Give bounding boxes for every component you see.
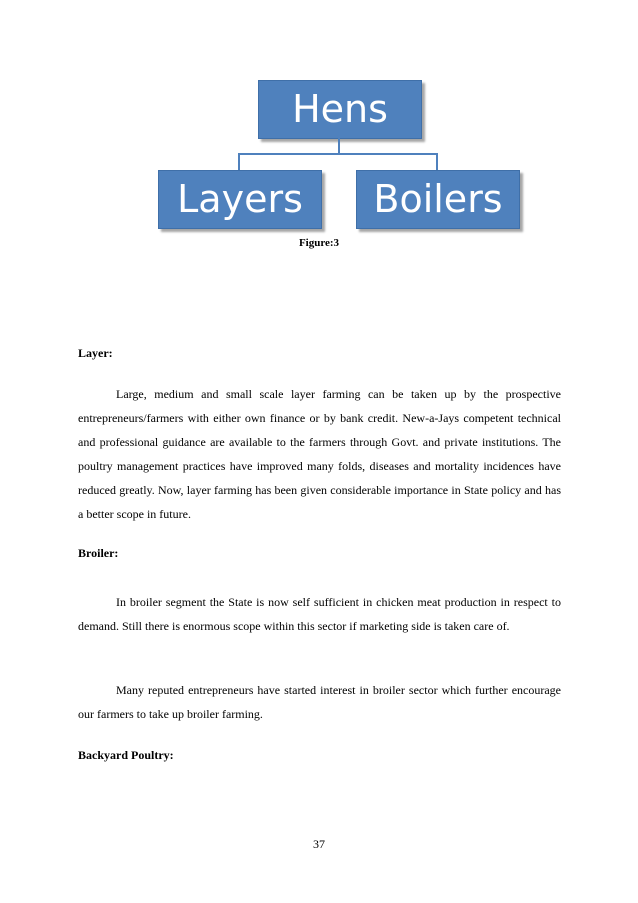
diagram-node-hens: Hens	[258, 80, 422, 139]
paragraph-broiler-2: Many reputed entrepreneurs have started interest in broiler sector which further encourage our farmers to take up broiler farming.	[78, 683, 561, 721]
section-heading-layer: Layer:	[78, 346, 113, 360]
diagram-node-layers: Layers	[158, 170, 322, 229]
diagram-connector-root	[338, 137, 340, 154]
paragraph-broiler-1: In broiler segment the State is now self sufficient in chicken meat production in respect to demand. Still there is enormous scope within this sector if marketing side is taken care of.	[78, 595, 561, 633]
diagram-connector-horizontal	[238, 153, 438, 155]
paragraph-layer: Large, medium and small scale layer farming can be taken up by the prospective entrepreneurs/farmers with either own finance or by bank credit. New-a-Jays competent technical and professional guidance are available to the farmers through Govt. and private institutions. The poultry management practices have improved many folds, diseases and mortality incidences have reduced greatly. Now, layer farming has been given considerable importance in State policy and has a better scope in future.	[78, 387, 561, 521]
diagram-connector-left	[238, 153, 240, 170]
diagram-connector-right	[436, 153, 438, 170]
page-number: 37	[313, 837, 325, 851]
diagram-node-boilers: Boilers	[356, 170, 520, 229]
section-heading-broiler: Broiler:	[78, 546, 119, 560]
figure-caption: Figure:3	[298, 237, 340, 249]
section-heading-backyard: Backyard Poultry:	[78, 748, 174, 762]
hierarchy-diagram	[0, 0, 638, 240]
